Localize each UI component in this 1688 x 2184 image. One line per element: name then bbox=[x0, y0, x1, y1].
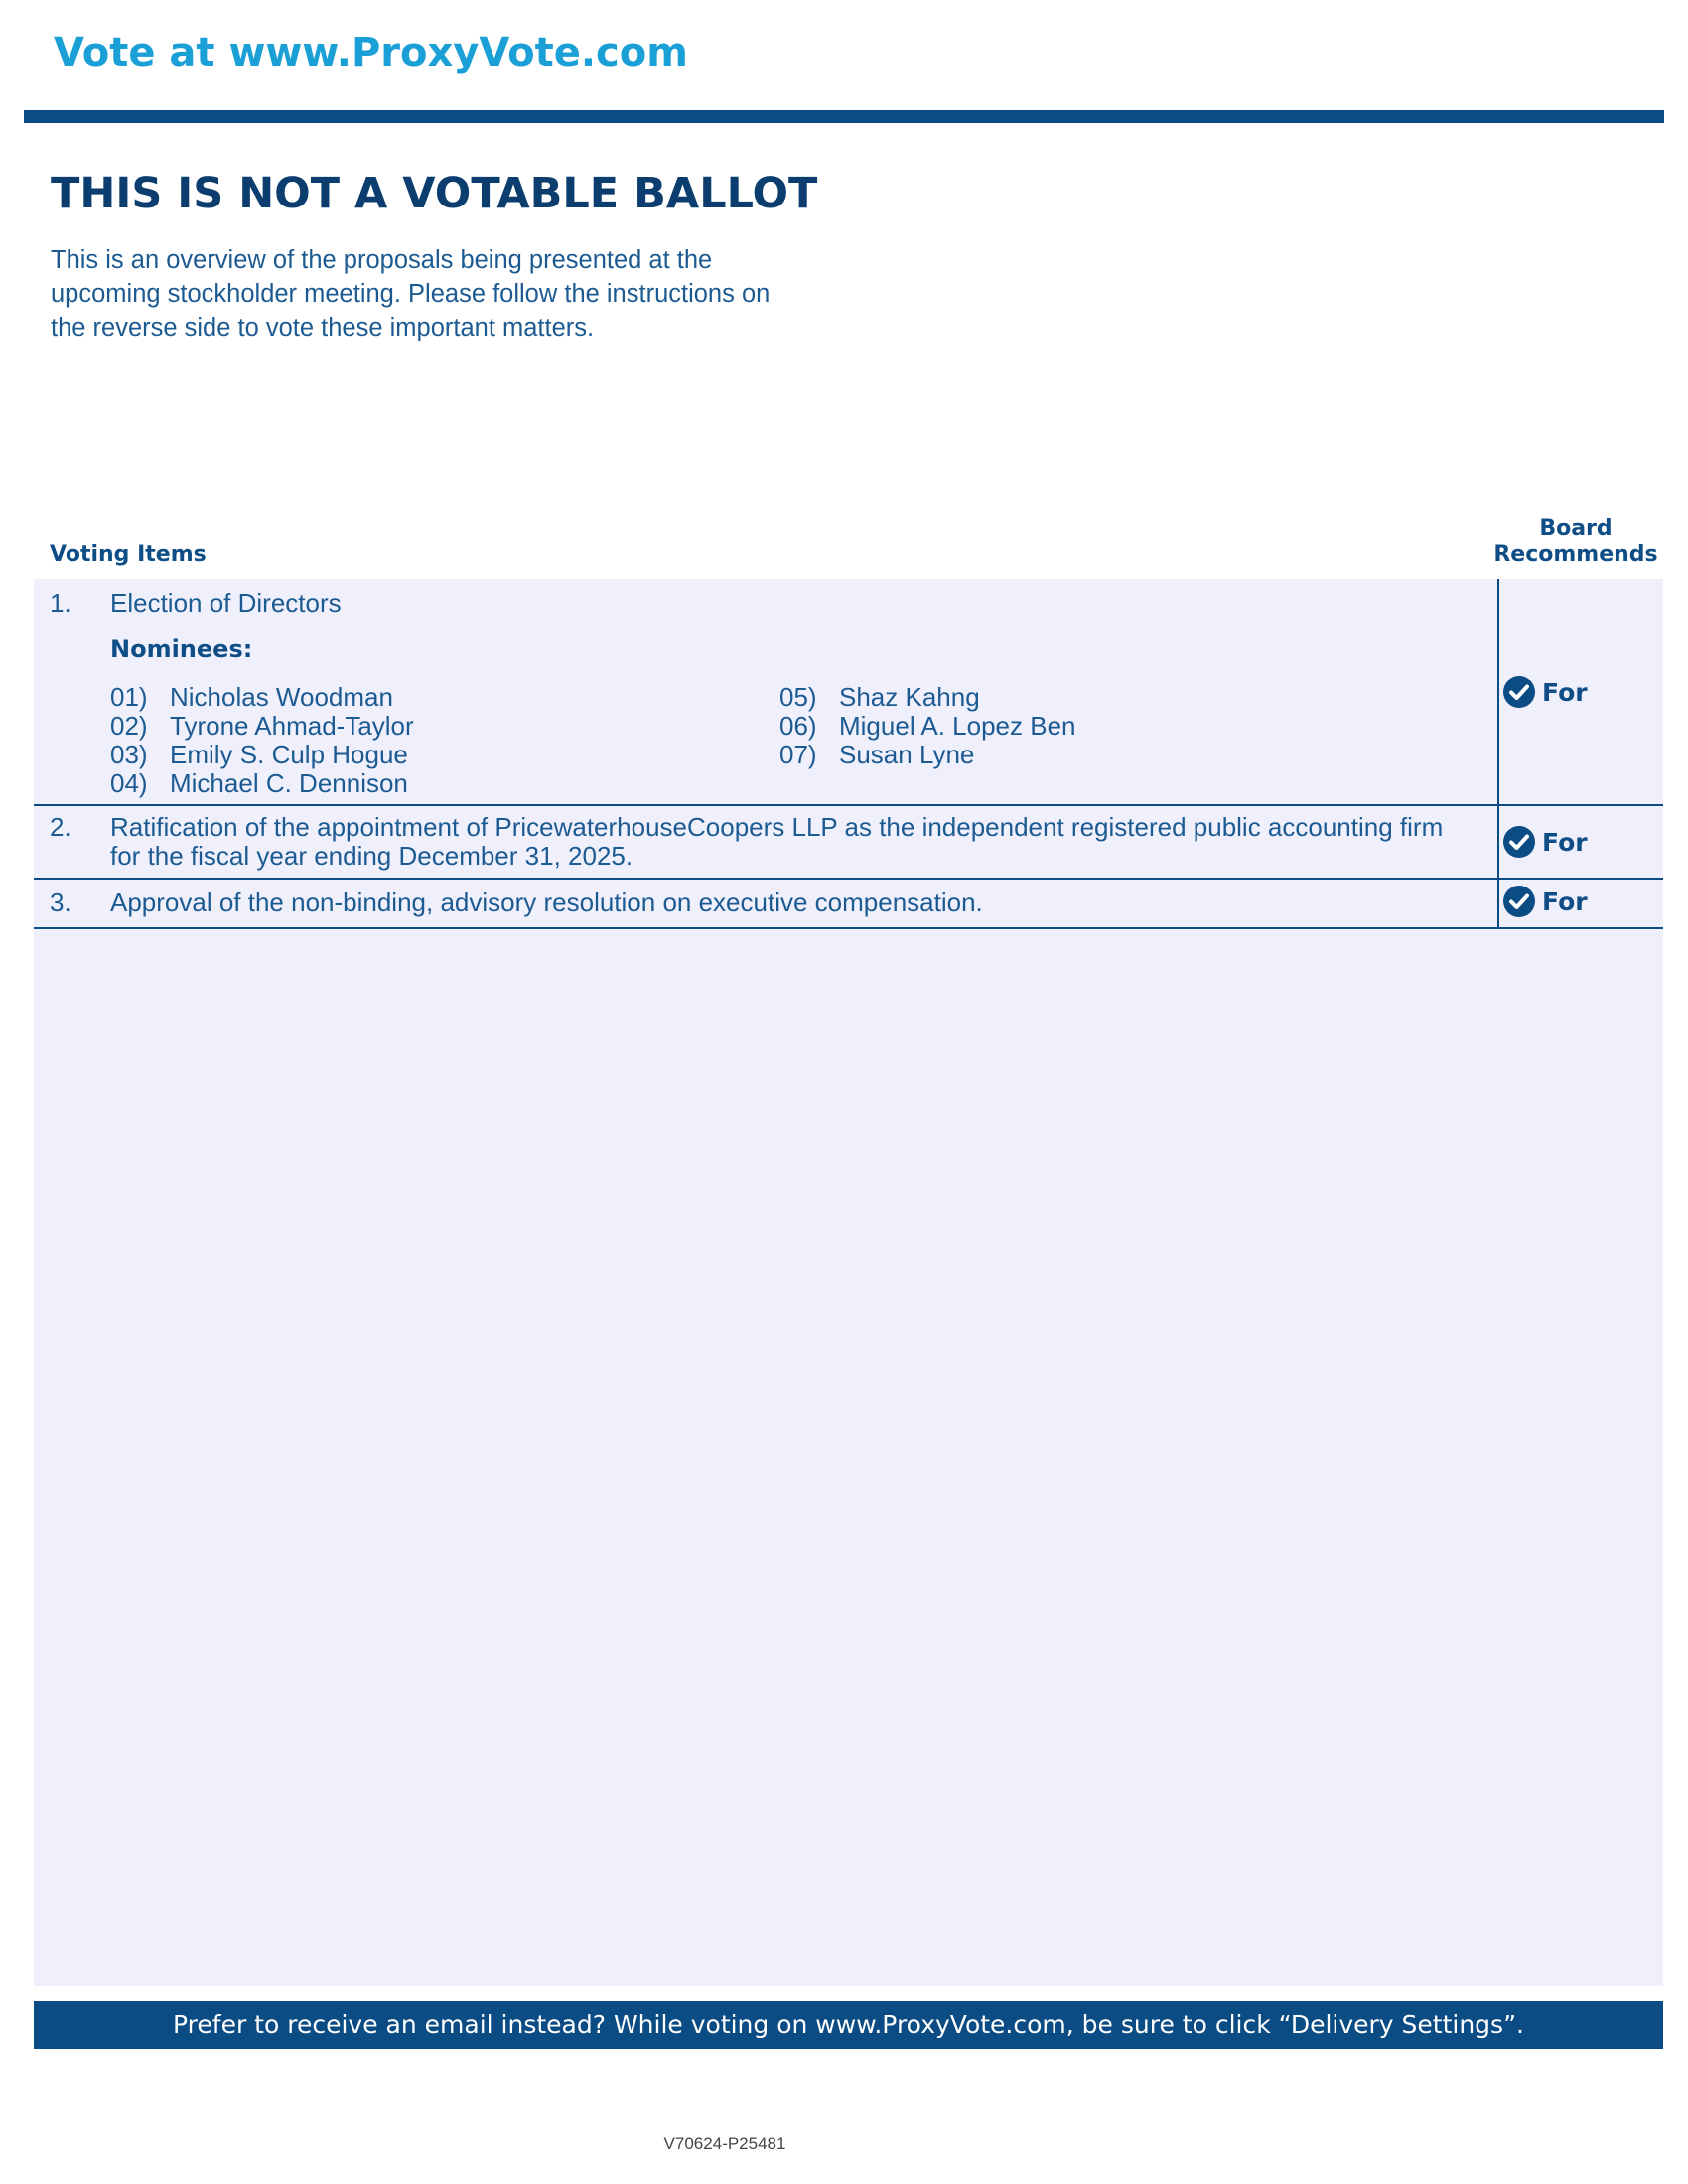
nominees-label: Nominees: bbox=[110, 635, 253, 663]
board-header-line: Recommends bbox=[1493, 542, 1658, 567]
intro-line: upcoming stockholder meeting. Please follow the instructions on bbox=[51, 280, 771, 308]
row-divider bbox=[34, 878, 1663, 880]
row-divider bbox=[34, 804, 1663, 806]
item-text: Election of Directors bbox=[110, 588, 342, 617]
nominee-number: 02) bbox=[110, 711, 148, 741]
item-number: 3. bbox=[50, 887, 71, 917]
item-text: Approval of the non-binding, advisory resolution on executive compensation. bbox=[110, 887, 983, 917]
nominee bbox=[110, 768, 408, 799]
check-circle-icon bbox=[1502, 825, 1536, 859]
nominee-name: Nicholas Woodman bbox=[170, 682, 393, 712]
nominee-name: Tyrone Ahmad-Taylor bbox=[170, 711, 414, 741]
nominee-number: 06) bbox=[779, 711, 817, 741]
item-text-line: for the fiscal year ending December 31, 2025. bbox=[110, 841, 633, 871]
board-recommends-header bbox=[1491, 516, 1660, 568]
nominee bbox=[779, 740, 974, 770]
nominee-name: Miguel A. Lopez Ben bbox=[839, 711, 1076, 741]
intro-line: This is an overview of the proposals being presented at the bbox=[51, 246, 713, 274]
intro-line: the reverse side to vote these important matters. bbox=[51, 314, 595, 341]
nominee-number: 03) bbox=[110, 740, 148, 769]
document-code: V70624-P25481 bbox=[663, 2134, 786, 2153]
nominee bbox=[110, 740, 408, 770]
nominee-name: Susan Lyne bbox=[839, 740, 975, 769]
nominee-number: 01) bbox=[110, 682, 148, 712]
nominee-number: 04) bbox=[110, 768, 148, 798]
item-text-line: Ratification of the appointment of PricewaterhouseCoopers LLP as the independent registered public accounting firm bbox=[110, 812, 1444, 842]
check-circle-icon bbox=[1502, 675, 1536, 709]
recommendation-label: For bbox=[1542, 677, 1588, 707]
recommendation-3 bbox=[1502, 885, 1588, 918]
nominee bbox=[779, 682, 980, 713]
voting-items-header: Voting Items bbox=[50, 542, 207, 567]
nominee-name: Michael C. Dennison bbox=[170, 768, 408, 798]
nominee-number: 05) bbox=[779, 682, 817, 712]
nominee bbox=[110, 711, 414, 742]
proxyvote-title: Vote at www.ProxyVote.com bbox=[54, 30, 688, 75]
item-number: 2. bbox=[50, 812, 71, 842]
nominee bbox=[110, 682, 393, 713]
board-header-line: Board bbox=[1539, 516, 1613, 541]
nominee-name: Shaz Kahng bbox=[839, 682, 980, 712]
recommendation-1 bbox=[1502, 675, 1588, 709]
delivery-settings-banner: Prefer to receive an email instead? While voting on www.ProxyVote.com, be sure to click “Delivery Settings”. bbox=[34, 2001, 1663, 2049]
page-heading: THIS IS NOT A VOTABLE BALLOT bbox=[51, 169, 818, 218]
nominee bbox=[779, 711, 1076, 742]
nominee-name: Emily S. Culp Hogue bbox=[170, 740, 408, 769]
header-rule bbox=[24, 110, 1664, 123]
recommendation-label: For bbox=[1542, 827, 1588, 857]
check-circle-icon bbox=[1502, 885, 1536, 918]
intro-text bbox=[51, 243, 845, 344]
nominee-number: 07) bbox=[779, 740, 817, 769]
recommendation-label: For bbox=[1542, 887, 1588, 916]
row-divider bbox=[34, 927, 1663, 929]
item-number: 1. bbox=[50, 588, 71, 617]
recommendation-2 bbox=[1502, 825, 1588, 859]
